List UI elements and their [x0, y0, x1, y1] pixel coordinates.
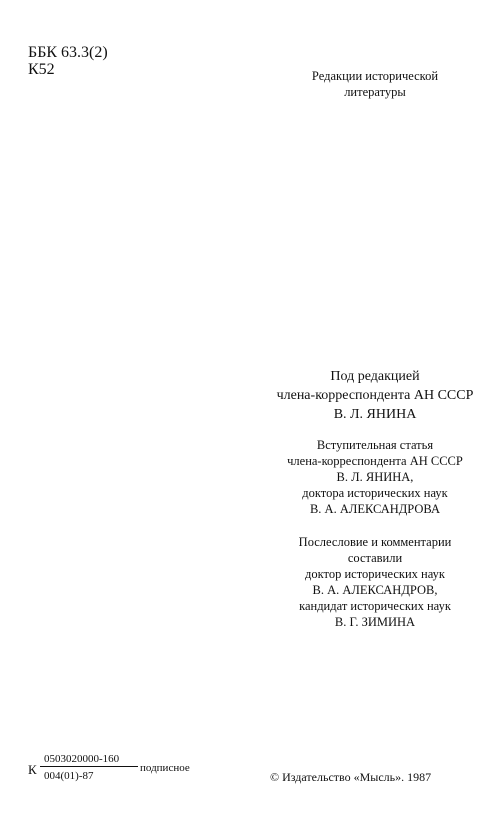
afterword-line: составили — [347, 551, 403, 565]
editorial-line: литературы — [344, 85, 406, 99]
editor-line: Под редакцией — [330, 369, 420, 384]
afterword-line: В. А. АЛЕКСАНДРОВ, — [312, 583, 438, 597]
editor-block — [250, 367, 500, 424]
afterword-block — [255, 534, 495, 630]
copyright-line: © Издательство «Мысль». 1987 — [270, 770, 432, 784]
code-letter: К — [28, 762, 37, 777]
code-denominator: 004(01)-87 — [44, 770, 94, 782]
editor-name: В. Л. ЯНИНА — [333, 407, 417, 422]
publication-code — [28, 752, 228, 792]
intro-line: члена-корреспондента АН СССР — [287, 454, 463, 468]
bbk-code: ББК 63.3(2) — [28, 44, 108, 61]
intro-line: В. А. АЛЕКСАНДРОВА — [309, 502, 441, 516]
code-numerator: 0503020000-160 — [44, 753, 120, 765]
editorial-line: Редакции исторической — [311, 69, 439, 83]
intro-line: Вступительная статья — [316, 438, 434, 452]
intro-line: доктора исторических наук — [302, 486, 448, 500]
intro-block — [255, 437, 495, 517]
afterword-line: доктор исторических наук — [305, 567, 445, 581]
afterword-line: Послесловие и комментарии — [298, 535, 452, 549]
afterword-line: кандидат исторических наук — [299, 599, 451, 613]
editor-line: члена-корреспондента АН СССР — [276, 388, 474, 403]
fraction-line — [40, 766, 138, 767]
bbk-index — [28, 44, 108, 78]
author-mark: К52 — [28, 61, 55, 78]
afterword-line: В. Г. ЗИМИНА — [334, 615, 416, 629]
intro-line: В. Л. ЯНИНА, — [336, 470, 414, 484]
subscription-label: подписное — [140, 762, 190, 774]
editorial-office — [285, 68, 465, 100]
